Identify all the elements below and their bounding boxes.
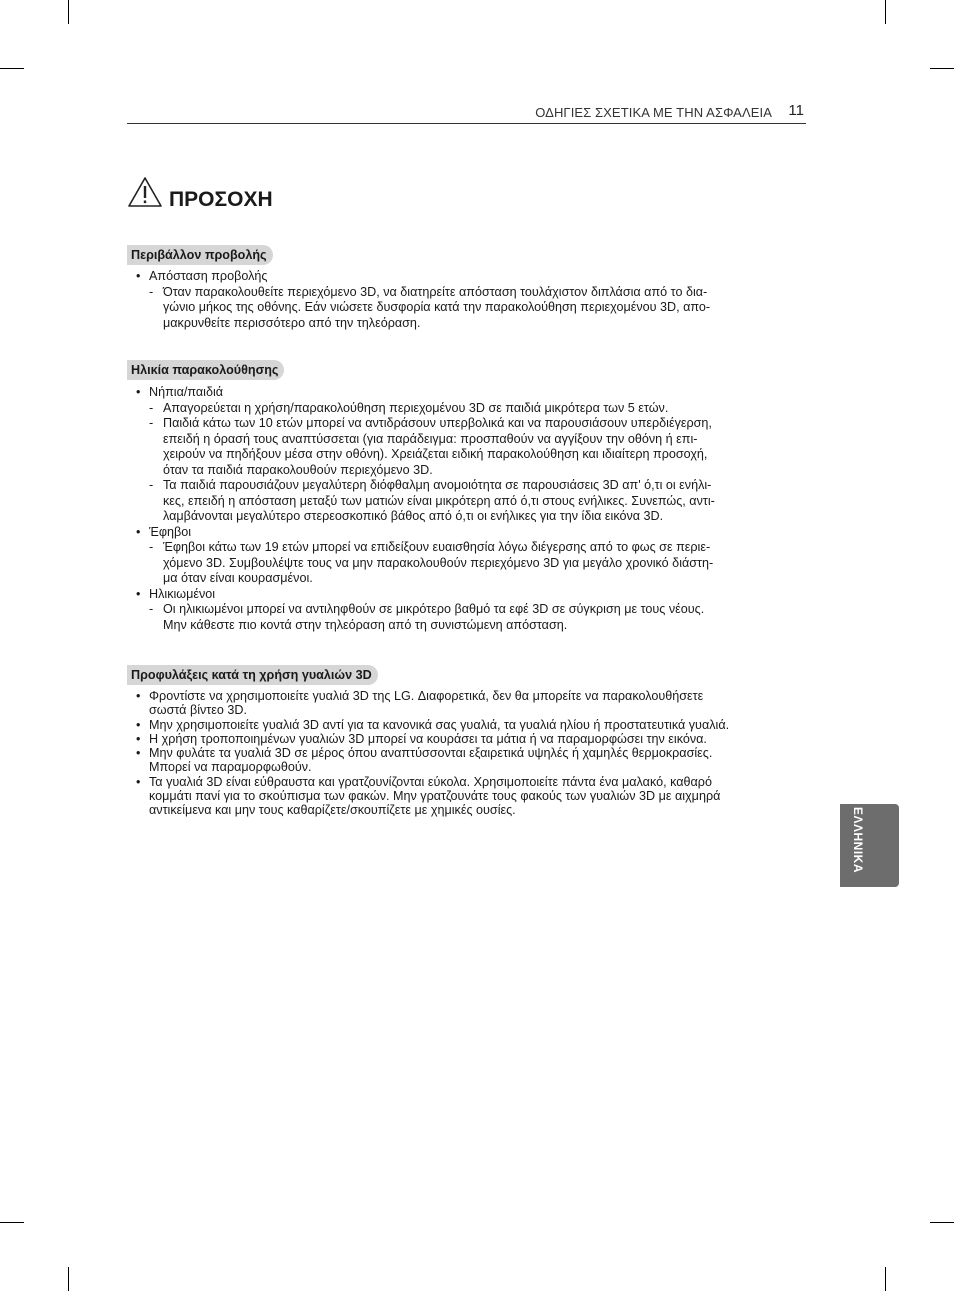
list-subitem: - Οι ηλικιωμένοι μπορεί να αντιληφθούν σε μικρότερο βαθμό τα εφέ 3D σε σύγκριση με τους νέους. Μην κάθεστε πιο κοντά στην τηλεόραση από τη συνιστώμενη απόσταση. <box>135 602 805 633</box>
page-header <box>127 101 806 124</box>
language-tab <box>840 804 899 887</box>
warning-triangle-icon <box>127 176 163 208</box>
list-item: • Νήπια/παιδιά <box>135 385 805 401</box>
list-item: • Η χρήση τροποποιημένων γυαλιών 3D μπορεί να κουράσει τα μάτια ή να παραμορφώσει την εικόνα. <box>135 732 805 746</box>
crop-mark <box>0 1222 24 1223</box>
list-item: • Μην χρησιμοποιείτε γυαλιά 3D αντί για τα κανονικά σας γυαλιά, τα γυαλιά ηλίου ή προστατευτικά γυαλιά. <box>135 718 805 732</box>
section-body <box>135 385 805 633</box>
page-number: 11 <box>788 102 804 119</box>
section-label: Ηλικία παρακολούθησης <box>127 360 284 380</box>
crop-mark <box>930 1222 954 1223</box>
list-item: • Φροντίστε να χρησιμοποιείτε γυαλιά 3D της LG. Διαφορετικά, δεν θα μπορείτε να παρακολουθήσετε σωστά βίντεο 3D. <box>135 689 805 718</box>
header-title: ΟΔΗΓΙΕΣ ΣΧΕΤΙΚΑ ΜΕ ΤΗΝ ΑΣΦΑΛΕΙΑ <box>535 105 772 120</box>
list-item: • Μην φυλάτε τα γυαλιά 3D σε μέρος όπου αναπτύσσονται εξαιρετικά υψηλές ή χαμηλές θερμοκρασίες. Μπορεί να παραμορφωθούν. <box>135 746 805 775</box>
crop-mark <box>68 0 69 24</box>
list-item: • Απόσταση προβολής <box>135 269 805 285</box>
list-item: • Τα γυαλιά 3D είναι εύθραυστα και γρατζουνίζονται εύκολα. Χρησιμοποιείτε πάντα ένα μαλακό, καθαρό κομμάτι πανί για το σκούπισμα των φακών. Μην γρατζουνάτε τους φακούς των γυαλιών 3D με αιχμηρά αντικείμενα και μην τους καθαρίζετε/σκουπίζετε με χημικές ουσίες. <box>135 775 805 818</box>
list-subitem: - Τα παιδιά παρουσιάζουν μεγαλύτερη διόφθαλμη ανομοιότητα σε παρουσιάσεις 3D απ' ό,τι οι ενήλι- κες, επειδή η απόσταση μεταξύ των ματιών είναι μικρότερη από ό,τι στους ενήλικες. Συνεπώς, αντι- λαμβάνονται μεγαλύτερο στερεοσκοπικό βάθος από ό,τι οι ενήλικες για την ίδια εικόνα 3D. <box>135 478 805 525</box>
list-item: • Έφηβοι <box>135 525 805 541</box>
list-item: • Ηλικιωμένοι <box>135 587 805 603</box>
list-subitem: - Έφηβοι κάτω των 19 ετών μπορεί να επιδείξουν ευαισθησία λόγω διέγερσης από το φως σε περιε- χόμενο 3D. Συμβουλέψτε τους να μην παρακολουθούν περιεχόμενο 3D για μεγάλο χρονικό διάστη- μα όταν είναι κουρασμένοι. <box>135 540 805 587</box>
section-label: Περιβάλλον προβολής <box>127 245 273 265</box>
list-subitem: - Όταν παρακολουθείτε περιεχόμενο 3D, να διατηρείτε απόσταση τουλάχιστον διπλάσια από το δια- γώνιο μήκος της οθόνης. Εάν νιώσετε δυσφορία κατά την παρακολούθηση περιεχομένου 3D, απο- μακρυνθείτε περισσότερο από την τηλεόραση. <box>135 285 805 332</box>
list-subitem: - Παιδιά κάτω των 10 ετών μπορεί να αντιδράσουν υπερβολικά και να παρουσιάσουν υπερδιέγερση, επειδή η όρασή τους αναπτύσσεται (για παράδειγμα: προσπαθούν να αγγίξουν την οθόνη ή επι- χειρούν να πηδήξουν μέσα στην οθόνη). Χρειάζεται ειδική παρακολούθηση και ιδιαίτερη προσοχή, όταν τα παιδιά παρακολουθούν περιεχόμενο 3D. <box>135 416 805 478</box>
section-body <box>135 269 805 331</box>
section-label: Προφυλάξεις κατά τη χρήση γυαλιών 3D <box>127 665 378 685</box>
crop-mark <box>885 0 886 24</box>
section-body <box>135 689 805 818</box>
crop-mark <box>0 68 24 69</box>
caution-title: ΠΡΟΣΟΧΗ <box>169 188 273 211</box>
crop-mark <box>68 1267 69 1291</box>
list-subitem: - Απαγορεύεται η χρήση/παρακολούθηση περιεχομένου 3D σε παιδιά μικρότερα των 5 ετών. <box>135 401 805 417</box>
crop-mark <box>930 68 954 69</box>
language-tab-label: ΕΛΛΗΝΙΚΑ <box>851 807 865 874</box>
crop-mark <box>885 1267 886 1291</box>
caution-heading <box>127 176 273 211</box>
